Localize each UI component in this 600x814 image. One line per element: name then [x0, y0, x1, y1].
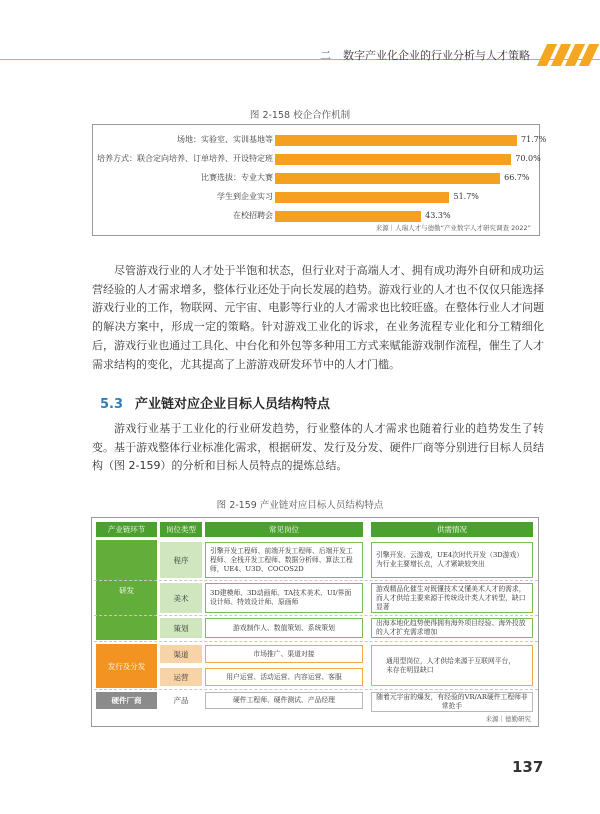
figure2-caption: 图 2-159 产业链对应目标人员结构特点	[216, 500, 384, 511]
bar	[275, 154, 511, 165]
positions-program: 引擎开发工程师、前端开发工程师、后端开发工程师、全栈开发工程师、数据分析师、算法工程师，UE4、U3D、COCOS2D	[205, 542, 363, 578]
chapter-title: 数字产业化企业的行业分析与人才策略	[343, 49, 530, 62]
bar-row	[93, 171, 539, 185]
supply-publishing: 通用型岗位，人才供给来源于互联网平台，未存在明显缺口	[371, 645, 533, 686]
bar-label: 在校招聘会	[233, 211, 273, 220]
category-hardware: 硬件厂商	[96, 692, 157, 709]
header-stripes-decoration	[542, 44, 600, 66]
role-type-operations: 运营	[160, 668, 202, 686]
header-role-type: 岗位类型	[160, 522, 202, 537]
positions-operations: 用户运营、活动运营、内容运营、客服	[205, 668, 363, 686]
bar-value-label: 51.7%	[453, 192, 479, 201]
bar-label: 培养方式：联合定向培养、订单培养、开设特定班	[97, 154, 273, 163]
bar-value-label: 70.0%	[515, 154, 541, 163]
positions-product: 硬件工程师、硬件测试、产品经理	[205, 692, 363, 709]
bar-row	[93, 190, 539, 204]
section-number: 5.3	[100, 397, 124, 412]
supply-planning: 出海本地化趋势使得拥有海外项目经验、海外投放的人才扩充需求增加	[371, 618, 533, 638]
bar-value-label: 71.7%	[520, 135, 547, 144]
figure1-source: 来源｜人瑞人才与德勤“产业数字人才研究调查 2022”	[375, 224, 531, 232]
bar-row	[93, 133, 547, 147]
bar-row	[93, 152, 539, 166]
role-type-art: 美术	[160, 583, 202, 613]
bar-label: 比赛选拔：专业大赛	[201, 173, 273, 182]
running-header	[320, 47, 530, 63]
role-type-channel: 渠道	[160, 645, 202, 663]
bar	[275, 173, 500, 184]
figure1-caption: 图 2-158 校企合作机制	[249, 110, 351, 121]
chapter-number: 二	[320, 49, 331, 62]
bar-value-label: 43.3%	[425, 211, 451, 220]
bar-value-label: 66.7%	[504, 173, 530, 182]
bar	[275, 135, 517, 146]
section-heading	[100, 393, 330, 412]
bar	[275, 192, 449, 203]
figure2-table	[91, 517, 539, 727]
role-type-planning: 策划	[160, 618, 202, 638]
header-supply: 供需情况	[371, 522, 533, 537]
positions-planning: 游戏制作人、数值策划、系统策划	[205, 618, 363, 638]
section-title: 产业链对应企业目标人员结构特点	[135, 397, 331, 412]
header-positions: 常见岗位	[205, 522, 363, 537]
body-paragraph-2: 游戏行业基于工业化的行业研发趋势，行业整体的人才需求也随着行业的趋势发生了转变。基于游戏整体行业标准化需求，根据研发、发行及分发、硬件厂商等分别进行目标人员结构（图 2-159）的分析和目标人员特点的提炼总结。	[92, 422, 544, 473]
bar-label: 场地：实验室、实训基地等	[177, 135, 273, 144]
supply-program: 引擎开发、云游戏，UE4次时代开发（3D游戏）为行业主要增长点，人才紧缺较突出	[371, 542, 533, 578]
role-type-product: 产品	[160, 692, 202, 709]
bar-label: 学生到企业实习	[217, 192, 273, 201]
header-chain: 产业链环节	[96, 522, 157, 537]
bar	[275, 211, 421, 222]
bar-row	[93, 209, 539, 223]
supply-product: 随着元宇宙的爆发，有经验的VR/AR硬件工程师非常抢手	[371, 692, 533, 712]
positions-channel: 市场推广、渠道对接	[205, 645, 363, 663]
figure2-source: 来源｜德勤研究	[485, 715, 531, 723]
category-dev: 研发	[96, 540, 157, 640]
positions-art: 3D建模师、3D动画师、TA技术美术、UI/界面设计师、特效设计师、原画师	[205, 583, 363, 613]
category-publishing: 发行及分发	[96, 644, 157, 688]
figure1-chart	[92, 124, 547, 236]
page-number: 137	[512, 758, 544, 776]
role-type-program: 程序	[160, 542, 202, 578]
body-paragraph-1: 尽管游戏行业的人才处于半饱和状态，但行业对于高端人才、拥有成功海外自研和成功运营经验的人才需求增多，整体行业还处于向长发展的趋势。游戏行业的人才也不仅仅只能选择游戏行业的工作，物联网、元宇宙、电影等行业的人才需求也比较旺盛。在整体行业人才问题的解决方案中，形成一定的策略。针对游戏工业化的诉求，在业务流程专业化和分工精细化后，游戏行业也通过工具化、中台化和外包等多种用工方式来赋能游戏制作流程，催生了人才需求结构的变化，尤其提高了上游游戏研发环节中的人才门槛。	[92, 264, 544, 371]
supply-art: 游戏精品化催生对既懂技术又懂美术人才的需求，而人才供给主要来源于传统设计类人才转型，缺口显著	[371, 583, 533, 613]
